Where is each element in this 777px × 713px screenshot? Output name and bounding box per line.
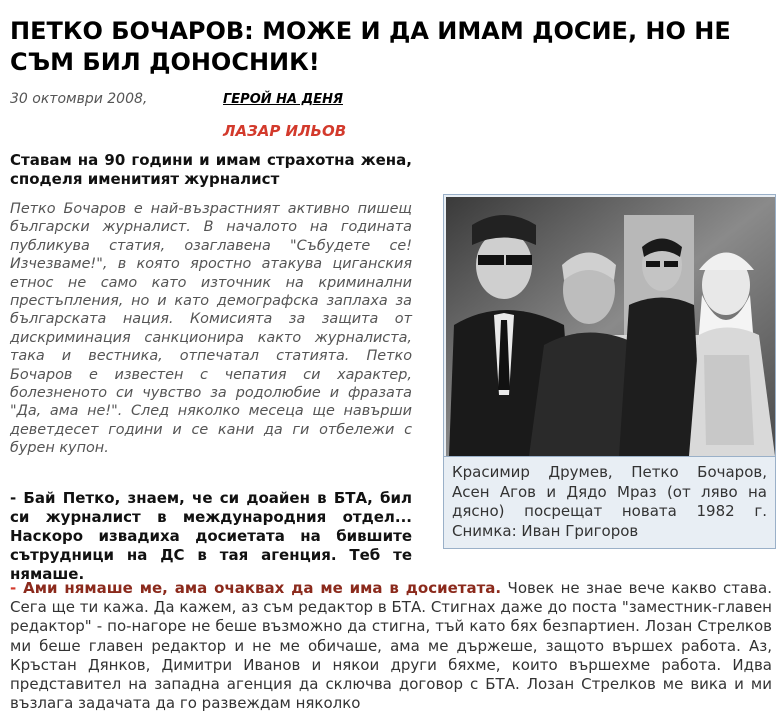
photo-caption: Красимир Друмев, Петко Бочаров, Асен Агов и Дядо Мраз (от ляво на дясно) посрещат новата 1982 г. Снимка: Иван Григоров <box>452 463 767 540</box>
article-photo[interactable] <box>444 195 777 458</box>
article-intro: Петко Бочаров е най-възрастният активно пишещ български журналист. В началото на годината публикува статия, озаглавена "Събудете се! Изчезваме!", в която яростно атакува циганския етнос не само като източник на криминални престъпления, но и като демографска заплаха за българската нация. Комисията за защита от дискриминация санкционира както журналиста, така и вестника, отпечатал статията. Петко Бочаров е известен с чепатия си характер, болезненото си чувство за родолюбие и фразата "Да, ама не!". След няколко месеца ще навърши деветдесет години и се кани да ги отбележи с бурен купон. <box>10 201 412 457</box>
answer-text: Човек не знае вече какво става. Сега ще ти кажа. Да кажем, аз съм редактор в БТА. Стигнах даже до поста "заместник-главен редактор" - по-нагоре не беше възможно да стигна, тъй като бях безпартиен. Лозан Стрелков ми беше главен редактор и не ме обичаше, ама ме държеше, защото вършех работа. Аз, Кръстан Дянков, Димитри Иванов и някои други бяхме, които вършехме работа. Идва представител на западна агенция да сключва договор с БТА. Лозан Стрелков ме вика и ми възлага задачата да го развеждам няколко <box>10 579 772 713</box>
photo-frame <box>443 194 776 457</box>
rubric-link[interactable]: ГЕРОЙ НА ДЕНЯ <box>223 92 343 107</box>
publication-date: 30 октомври 2008, <box>10 91 148 107</box>
answer-dash: - <box>10 579 24 597</box>
article-lead: Ставам на 90 години и имам страхотна жена, споделя именитият журналист <box>10 151 412 188</box>
article-headline: ПЕТКО БОЧАРОВ: МОЖЕ И ДА ИМАМ ДОСИЕ, НО НЕ СЪМ БИЛ ДОНОСНИК! <box>10 17 731 76</box>
photo-caption-box <box>443 457 776 549</box>
author-name: ЛАЗАР ИЛЬОВ <box>223 122 347 140</box>
answer-highlight: Ами нямаше ме, ама очаквах да ме има в досиетата. <box>23 579 502 597</box>
interview-question: - Бай Петко, знаем, че си доайен в БТА, бил си журналист в международния отдел... Наскоро извадиха досиетата на бившите сътрудници на ДС в тая агенция. Теб те нямаше. <box>10 489 412 583</box>
interview-answer <box>10 579 772 713</box>
